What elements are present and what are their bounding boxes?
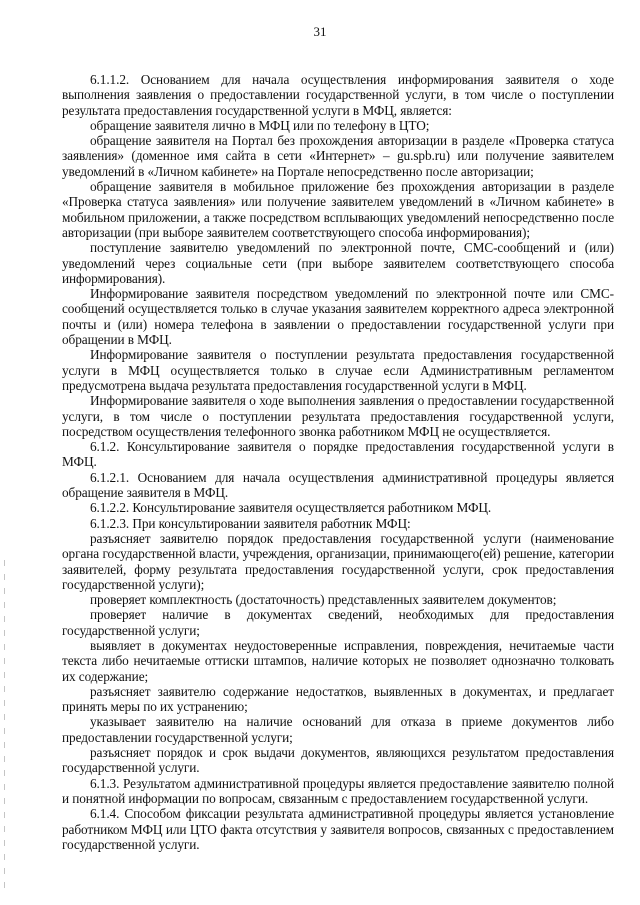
paragraph-list-item: указывает заявителю на наличие оснований для отказа в приеме документов либо предоставлении государственной услуги; <box>62 714 614 745</box>
paragraph-list-item: проверяет наличие в документах сведений, необходимых для предоставления государственной услуги; <box>62 607 614 638</box>
paragraph-text: Информирование заявителя о ходе выполнения заявления о предоставлении государственной услуги, в том числе о поступлении результата предоставления государственной услуги, посредством осуществления телефонного звонка работником МФЦ не осуществляется. <box>62 393 614 439</box>
paragraph-6-1-4: 6.1.4. Способом фиксации результата административной процедуры является установление работником МФЦ или ЦТО факта отсутствия у заявителя вопросов, связанных с предоставлением государственной услуги. <box>62 806 614 852</box>
paragraph-list-item: разъясняет заявителю порядок предоставления государственной услуги (наименование органа государственной власти, учреждения, организации, принимающего(ей) решение, категории заявителей, форму результата предоставления государственной услуги, срок предоставления государственной услуги); <box>62 530 614 592</box>
paragraph-list-item: обращение заявителя на Портал без прохождения авторизации в разделе «Проверка статуса заявления» (доменное имя сайта в сети «Интернет» – gu.spb.ru) или получение заявителем уведомлений в «Личном кабинете» на Портале непосредственно после авторизации; <box>62 133 614 179</box>
paragraph-list-item: обращение заявителя лично в МФЦ или по телефону в ЦТО; <box>90 117 430 133</box>
paragraph-list-item: поступление заявителю уведомлений по электронной почте, СМС-сообщений и (или) уведомлений через социальные сети (при выборе заявителем соответствующего способа информирования). <box>62 240 614 286</box>
paragraph-list-item: выявляет в документах неудостоверенные исправления, повреждения, нечитаемые части текста либо нечитаемые оттиски штампов, наличие которых не позволяет однозначно толковать их содержание; <box>62 637 614 684</box>
scan-edge-mark <box>4 560 5 890</box>
paragraph-6-1-2-1: 6.1.2.1. Основанием для начала осуществления административной процедуры является обращение заявителя в МФЦ. <box>62 469 614 501</box>
paragraph-6-1-3: 6.1.3. Результатом административной процедуры является предоставление заявителю полной и понятной информации по вопросам, связанным с предоставлением государственной услуги. <box>62 775 614 806</box>
paragraph-list-item: разъясняет порядок и срок выдачи документов, являющихся результатом предоставления государственной услуги. <box>62 745 614 776</box>
paragraph-text: Информирование заявителя о поступлении результата предоставления государственной услуги в МФЦ осуществляется только в случае если Административным регламентом предусмотрена выдача результата предоставления государственной услуги в МФЦ. <box>62 347 614 393</box>
paragraph-6-1-2-3: 6.1.2.3. При консультировании заявителя работник МФЦ: <box>90 515 411 531</box>
paragraph-list-item: обращение заявителя в мобильное приложение без прохождения авторизации в разделе «Проверка статуса заявления» или получение заявителем уведомлений в «Личном кабинете» в мобильном приложении, а также посредством всплывающих уведомлений непосредственно после авторизации (при выборе заявителем соответствующего способа информирования); <box>62 179 614 240</box>
document-body <box>62 72 614 852</box>
page-number: 31 <box>313 24 327 39</box>
paragraph-6-1-1-2: 6.1.1.2. Основанием для начала осуществления информирования заявителя о ходе выполнения заявления о предоставлении государственной услуги, в том числе о поступлении результата предоставления государственной услуги в МФЦ, является: <box>62 72 614 118</box>
paragraph-6-1-2: 6.1.2. Консультирование заявителя о порядке предоставления государственной услуги в МФЦ. <box>62 439 614 470</box>
paragraph-text: Информирование заявителя посредством уведомлений по электронной почте или СМС-сообщений осуществляется только в случае указания заявителем корректного адреса электронной почты и (или) номера телефона в заявлении о предоставлении государственной услуги при обращении в МФЦ. <box>62 286 614 348</box>
paragraph-list-item: разъясняет заявителю содержание недостатков, выявленных в документах, и предлагает принять меры по их устранению; <box>62 683 614 715</box>
paragraph-list-item: проверяет комплектность (достаточность) представленных заявителем документов; <box>90 592 557 608</box>
paragraph-6-1-2-2: 6.1.2.2. Консультирование заявителя осуществляется работником МФЦ. <box>90 500 492 516</box>
